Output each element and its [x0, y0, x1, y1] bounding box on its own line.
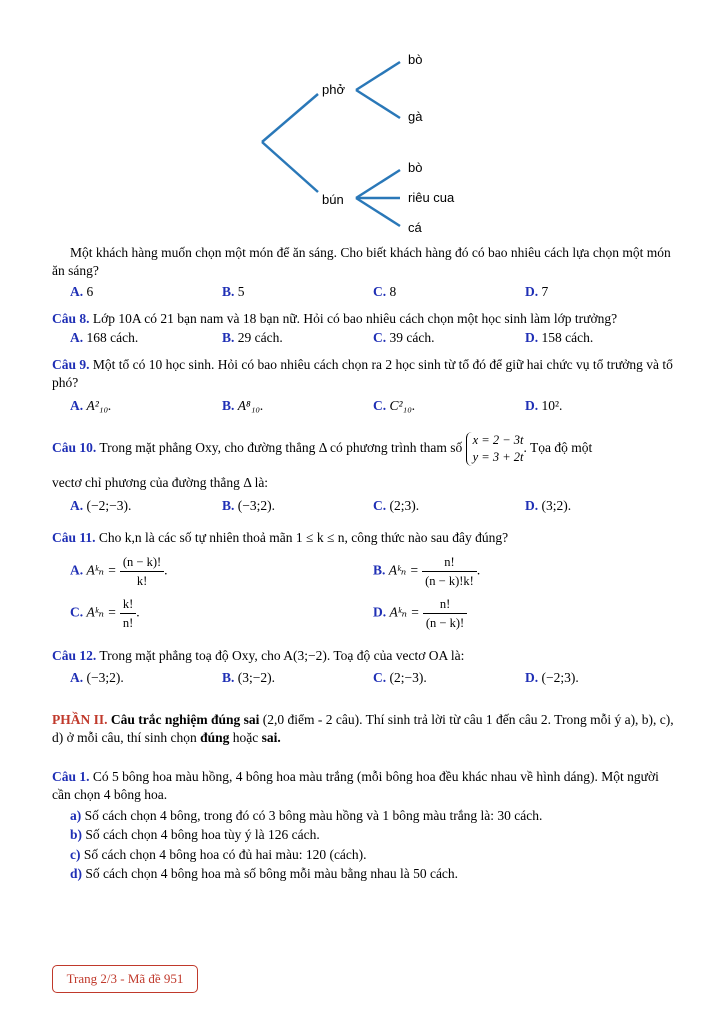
q7-option-b[interactable]: B. 5 [222, 284, 245, 299]
q7-option-d[interactable]: D. 7 [525, 284, 549, 299]
q10-option-a[interactable]: A. (−2;−3). [70, 498, 132, 513]
q11-option-a[interactable]: A. Aᵏₙ = $\frac{(n - k)!}{k!}$ . [70, 555, 168, 588]
q8-option-d[interactable]: D. 158 cách. [525, 330, 594, 345]
q10-option-b[interactable]: B. (−3;2). [222, 498, 275, 513]
q7-option-a[interactable]: A. 6 [70, 284, 94, 299]
q8-option-c[interactable]: C. 39 cách. [373, 330, 435, 345]
q7-text: Một khách hàng muốn chọn một món để ăn sáng. Cho biết khách hàng đó có bao nhiêu cách lựa chọn một món ăn sáng? [52, 245, 671, 278]
q9-option-c[interactable]: C. C²₁₀. [373, 398, 416, 413]
q9-stem: Câu 9. Một tổ có 10 học sinh. Hỏi có bao nhiêu cách chọn ra 2 học sinh từ tổ đó để giữ hai chức vụ tổ trưởng và tổ phó? [52, 357, 673, 390]
tree-root-1: phở [322, 82, 345, 97]
q10-line2: vectơ chỉ phương của đường thẳng Δ là: [52, 475, 269, 490]
q10-option-d[interactable]: D. (3;2). [525, 498, 572, 513]
p2q1-stem: Câu 1. Có 5 bông hoa màu hồng, 4 bông hoa màu trắng (mỗi bông hoa đều khác nhau về hình dáng). Một người cần chọn 4 bông hoa. [52, 769, 659, 802]
p2q1-item-d[interactable]: d) Số cách chọn 4 bông hoa mà số bông mỗi màu bằng nhau là 50 cách. [70, 866, 459, 881]
q12-stem: Câu 12. Trong mặt phẳng toạ độ Oxy, cho A(3;−2). Toạ độ của vectơ OA là: [52, 648, 465, 663]
tree-leaf: bò [408, 52, 423, 67]
q12-option-d[interactable]: D. (−2;3). [525, 670, 579, 685]
q10-equation-system: x = 2 − 3t y = 3 + 2t [466, 432, 524, 466]
q8-option-b[interactable]: B. 29 cách. [222, 330, 283, 345]
q11-option-d[interactable]: D. Aᵏₙ = $\frac{n!}{(n - k)!}$ [373, 595, 467, 632]
page-footer: Trang 2/3 - Mã đề 951 [52, 965, 198, 993]
q10-option-c[interactable]: C. (2;3). [373, 498, 420, 513]
tree-leaf: bò [408, 160, 423, 175]
q8-option-a[interactable]: A. 168 cách. [70, 330, 139, 345]
p2q1-item-b[interactable]: b) Số cách chọn 4 bông hoa tùy ý là 126 cách. [70, 827, 320, 842]
q12-option-b[interactable]: B. (3;−2). [222, 670, 275, 685]
q8-stem: Câu 8. Lớp 10A có 21 bạn nam và 18 bạn nữ. Hỏi có bao nhiêu cách chọn một học sinh làm lớp trưởng? [52, 311, 618, 326]
tree-leaf: cá [408, 220, 422, 235]
q10-stem: Câu 10. Trong mặt phẳng Oxy, cho đường thẳng Δ có phương trình tham số x = 2 − 3t y = 3 + 2t . Tọa độ một [52, 432, 593, 464]
tree-root-2: bún [322, 192, 344, 207]
tree-diagram [0, 0, 725, 245]
part2-header: PHẦN II. Câu trắc nghiệm đúng sai (2,0 điểm - 2 câu). Thí sinh trả lời từ câu 1 đến câu 2. Trong mỗi ý a), b), c), d) ở mỗi câu, thí sinh chọn đúng hoặc sai. [52, 712, 674, 745]
tree-leaf: gà [408, 109, 423, 124]
q11-option-c[interactable]: C. Aᵏₙ = $\frac{k!}{n!}$ . [70, 597, 140, 630]
q12-option-c[interactable]: C. (2;−3). [373, 670, 427, 685]
q9-option-d[interactable]: D. 10². [525, 398, 563, 413]
p2q1-item-a[interactable]: a) Số cách chọn 4 bông, trong đó có 3 bông màu hồng và 1 bông màu trắng là: 30 cách. [70, 808, 543, 823]
q11-option-b[interactable]: B. Aᵏₙ = $\frac{n!}{(n - k)!k!}$ . [373, 555, 481, 588]
q12-option-a[interactable]: A. (−3;2). [70, 670, 124, 685]
p2q1-item-c[interactable]: c) Số cách chọn 4 bông hoa có đủ hai màu: 120 (cách). [70, 847, 367, 862]
q11-stem: Câu 11. Cho k,n là các số tự nhiên thoả mãn 1 ≤ k ≤ n, công thức nào sau đây đúng? [52, 530, 509, 545]
tree-leaf: riêu cua [408, 190, 455, 205]
q7-option-c[interactable]: C. 8 [373, 284, 397, 299]
q9-option-a[interactable]: A. A²₁₀. [70, 398, 112, 413]
q9-option-b[interactable]: B. A⁸₁₀. [222, 398, 264, 413]
